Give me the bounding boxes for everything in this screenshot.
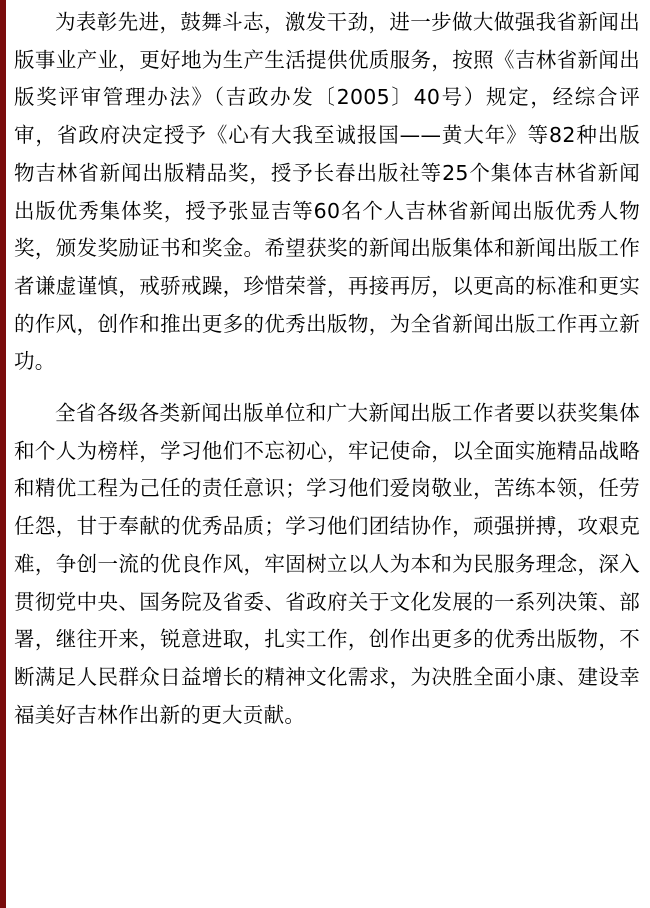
- left-border-rule: [0, 0, 6, 908]
- article-paragraph-1: 为表彰先进，鼓舞斗志，激发干劲，进一步做大做强我省新闻出版事业产业，更好地为生产生活提供优质服务，按照《吉林省新闻出版奖评审管理办法》（吉政办发〔2005〕40号）规定，经综合评审，省政府决定授予《心有大我至诚报国——黄大年》等82种出版物吉林省新闻出版精品奖，授予长春出版社等25个集体吉林省新闻出版优秀集体奖，授予张显吉等60名个人吉林省新闻出版优秀人物奖，颁发奖励证书和奖金。希望获奖的新闻出版集体和新闻出版工作者谦虚谨慎，戒骄戒躁，珍惜荣誉，再接再厉，以更高的标准和更实的作风，创作和推出更多的优秀出版物，为全省新闻出版工作再立新功。: [14, 10, 640, 374]
- article-body: [14, 0, 640, 734]
- article-paragraph-2: 全省各级各类新闻出版单位和广大新闻出版工作者要以获奖集体和个人为榜样，学习他们不忘初心，牢记使命，以全面实施精品战略和精优工程为己任的责任意识；学习他们爱岗敬业，苦练本领，任劳任怨，甘于奉献的优秀品质；学习他们团结协作，顽强拼搏，攻艰克难，争创一流的优良作风，牢固树立以人为本和为民服务理念，深入贯彻党中央、国务院及省委、省政府关于文化发展的一系列决策、部署，继往开来，锐意进取，扎实工作，创作出更多的优秀出版物，不断满足人民群众日益增长的精神文化需求，为决胜全面小康、建设幸福美好吉林作出新的更大贡献。: [14, 401, 640, 727]
